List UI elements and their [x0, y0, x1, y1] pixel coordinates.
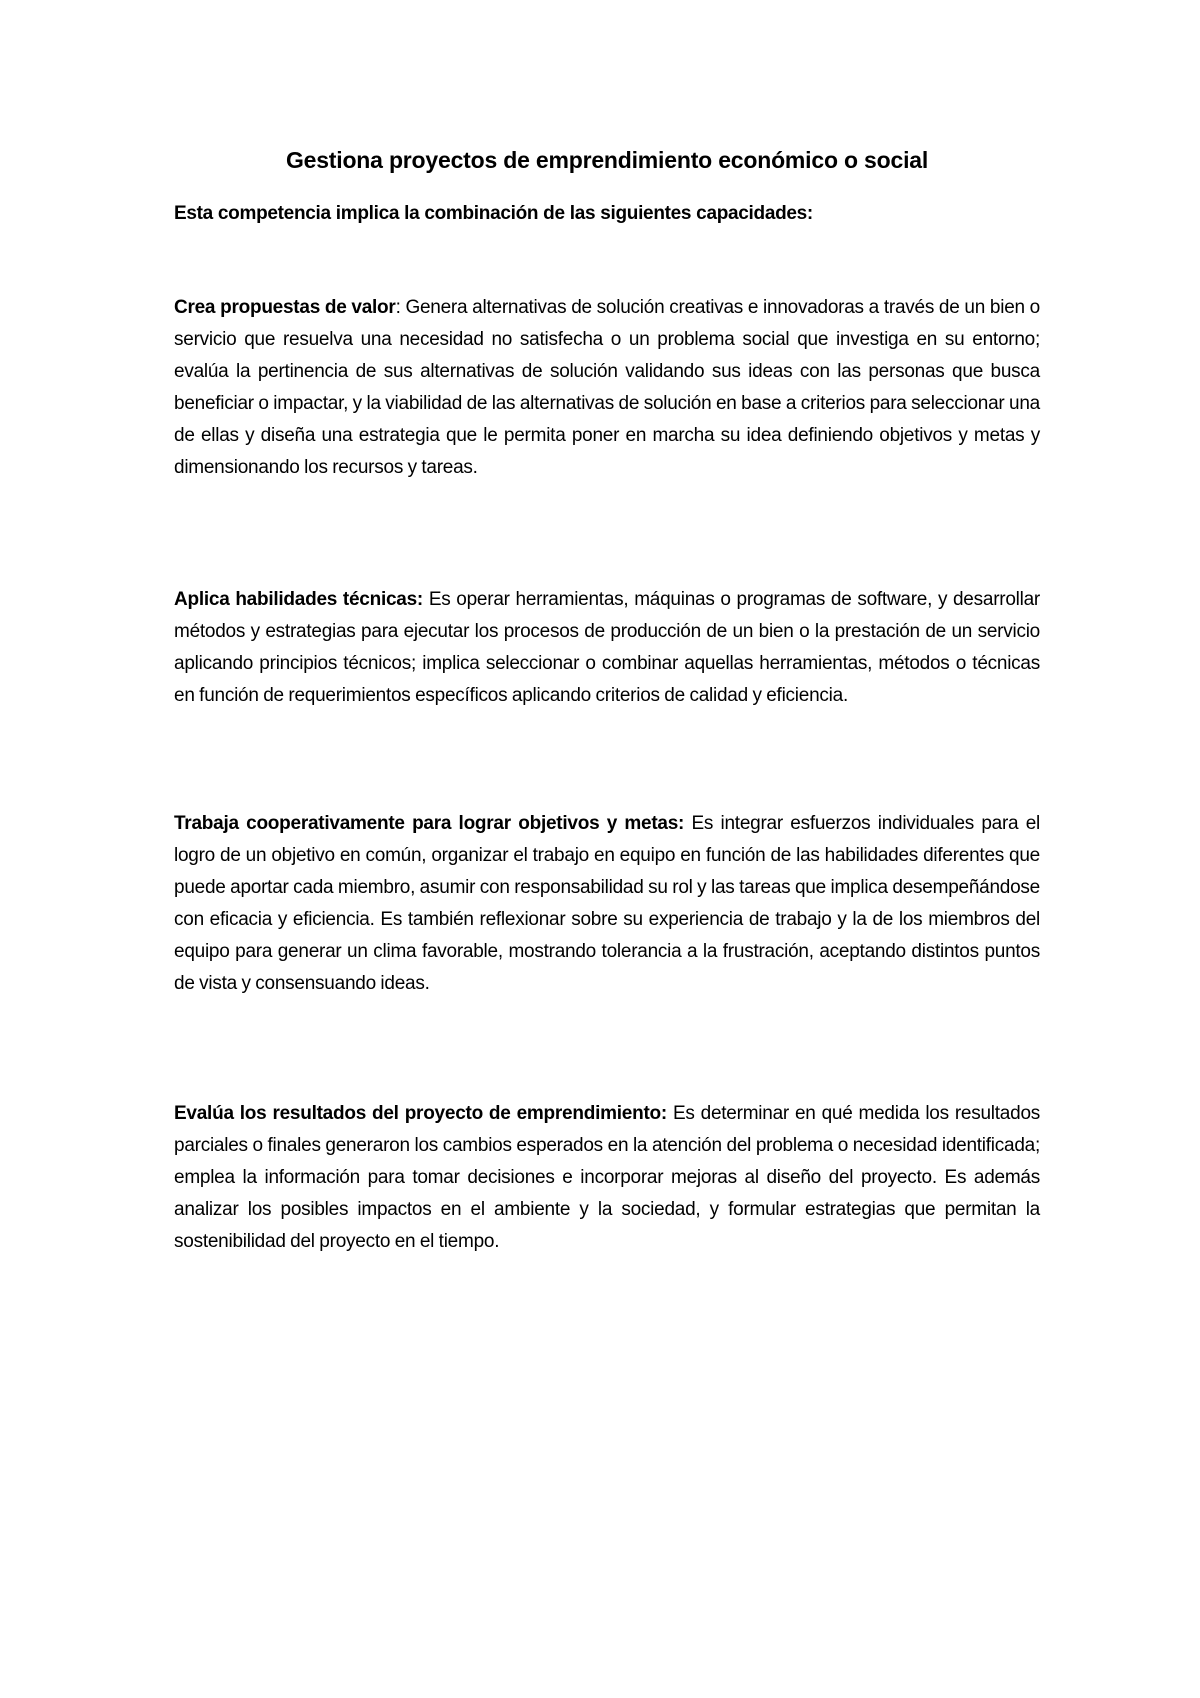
capacity-description: Es operar herramientas, máquinas o programas de software, y desarrollar métodos y estrategias para ejecutar los procesos de producción de un bien o la prestación de un servicio aplicando principios técnicos; implica seleccionar o combinar aquellas herramientas, métodos o técnicas en función de requerimientos específicos aplicando criterios de calidad y eficiencia.	[174, 589, 1041, 706]
capacity-paragraph-evaluate-results	[174, 1098, 1040, 1258]
capacity-term: Aplica habilidades técnicas:	[174, 589, 424, 610]
capacity-term: Evalúa los resultados del proyecto de emprendimiento:	[174, 1103, 667, 1124]
page-title: Gestiona proyectos de emprendimiento económico o social	[285, 147, 929, 173]
capacity-description: Es integrar esfuerzos individuales para el logro de un objetivo en común, organizar el trabajo en equipo en función de las habilidades diferentes que puede aportar cada miembro, asumir con responsabilidad su rol y las tareas que implica desempeñándose con eficacia y eficiencia. Es también reflexionar sobre su experiencia de trabajo y la de los miembros del equipo para generar un clima favorable, mostrando tolerancia a la frustración, aceptando distintos puntos de vista y consensuando ideas.	[174, 813, 1040, 994]
capacity-term: Trabaja cooperativamente para lograr objetivos y metas:	[174, 813, 685, 834]
page-subtitle: Esta competencia implica la combinación de las siguientes capacidades:	[174, 203, 813, 224]
capacity-paragraph-technical-skills	[174, 584, 1040, 712]
term-separator: :	[395, 297, 406, 318]
capacity-term: Crea propuestas de valor	[174, 297, 396, 318]
capacity-paragraph-value-proposals	[174, 292, 1040, 484]
capacity-description: Es determinar en qué medida los resultados parciales o finales generaron los cambios esperados en la atención del problema o necesidad identificada; emplea la información para tomar decisiones e incorporar mejoras al diseño del proyecto. Es además analizar los posibles impactos en el ambiente y la sociedad, y formular estrategias que permitan la sostenibilidad del proyecto en el tiempo.	[174, 1103, 1041, 1252]
capacity-paragraph-cooperative-work	[174, 808, 1040, 1000]
capacity-description: Genera alternativas de solución creativas e innovadoras a través de un bien o servicio que resuelva una necesidad no satisfecha o un problema social que investiga en su entorno; evalúa la pertinencia de sus alternativas de solución validando sus ideas con las personas que busca beneficiar o impactar, y la viabilidad de las alternativas de solución en base a criterios para seleccionar una de ellas y diseña una estrategia que le permita poner en marcha su idea definiendo objetivos y metas y dimensionando los recursos y tareas.	[174, 297, 1040, 478]
